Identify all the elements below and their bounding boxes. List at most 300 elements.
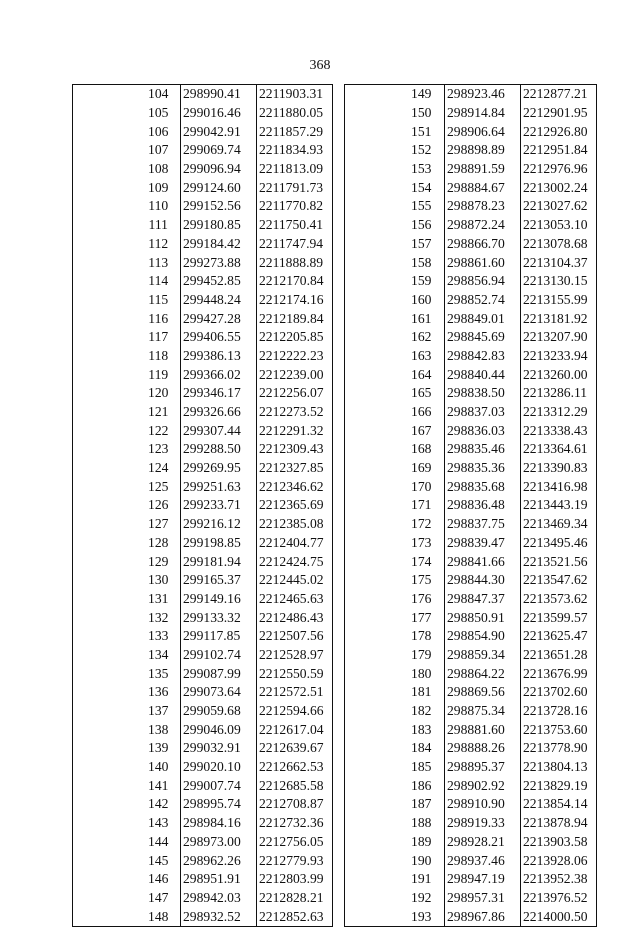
x-coordinate-cell: 298840.44 <box>445 365 521 384</box>
point-number-cell: 175 <box>411 572 432 588</box>
table-row <box>345 702 597 721</box>
table-row <box>73 739 333 758</box>
point-number-cell: 162 <box>411 329 432 345</box>
x-coordinate-cell: 298902.92 <box>445 776 521 795</box>
x-coordinate-cell: 298835.68 <box>445 477 521 496</box>
table-row <box>73 870 333 889</box>
x-coordinate-cell: 298839.47 <box>445 534 521 553</box>
y-coordinate-cell: 2212222.23 <box>257 347 333 366</box>
blank-cell <box>345 85 399 104</box>
y-coordinate-cell: 2212756.05 <box>257 833 333 852</box>
y-coordinate-cell: 2212803.99 <box>257 870 333 889</box>
point-number-cell: 173 <box>411 534 432 550</box>
point-number-cell: 161 <box>411 310 432 326</box>
blank-cell <box>73 515 137 534</box>
x-coordinate-cell: 299087.99 <box>181 664 257 683</box>
blank-cell <box>73 870 137 889</box>
blank-cell <box>73 253 137 272</box>
table-row <box>345 795 597 814</box>
y-coordinate-cell: 2213854.14 <box>521 795 597 814</box>
x-coordinate-cell: 298866.70 <box>445 235 521 254</box>
table-row <box>73 347 333 366</box>
blank-cell <box>345 216 399 235</box>
point-number-cell: 116 <box>148 310 169 326</box>
point-number-cell: 167 <box>411 422 432 438</box>
point-number-cell: 149 <box>411 86 432 102</box>
x-coordinate-cell: 298906.64 <box>445 122 521 141</box>
y-coordinate-cell: 2212205.85 <box>257 328 333 347</box>
point-number-cell: 115 <box>148 291 169 307</box>
y-coordinate-cell: 2213027.62 <box>521 197 597 216</box>
x-coordinate-cell: 298962.26 <box>181 851 257 870</box>
y-coordinate-cell: 2213286.11 <box>521 384 597 403</box>
blank-cell <box>73 122 137 141</box>
y-coordinate-cell: 2213878.94 <box>521 814 597 833</box>
table-row <box>73 496 333 515</box>
y-coordinate-cell: 2212465.63 <box>257 590 333 609</box>
y-coordinate-cell: 2212828.21 <box>257 889 333 908</box>
table-row <box>345 608 597 627</box>
x-coordinate-cell: 298837.75 <box>445 515 521 534</box>
table-row <box>73 889 333 908</box>
y-coordinate-cell: 2212594.66 <box>257 702 333 721</box>
point-number-cell: 155 <box>411 198 432 214</box>
table-row <box>345 160 597 179</box>
point-number-cell: 143 <box>148 815 169 831</box>
point-number-cell: 117 <box>148 329 169 345</box>
x-coordinate-cell: 298947.19 <box>445 870 521 889</box>
table-row <box>345 328 597 347</box>
blank-cell <box>345 702 399 721</box>
x-coordinate-cell: 299233.71 <box>181 496 257 515</box>
blank-cell <box>73 608 137 627</box>
y-coordinate-cell: 2212291.32 <box>257 421 333 440</box>
x-coordinate-cell: 298951.91 <box>181 870 257 889</box>
table-row <box>345 403 597 422</box>
point-number-cell: 151 <box>411 123 432 139</box>
blank-cell <box>345 403 399 422</box>
table-row <box>345 552 597 571</box>
blank-cell <box>345 776 399 795</box>
point-number-cell: 152 <box>411 142 432 158</box>
table-row <box>345 683 597 702</box>
point-number-cell: 132 <box>148 609 169 625</box>
y-coordinate-cell: 2213338.43 <box>521 421 597 440</box>
y-coordinate-cell: 2213078.68 <box>521 235 597 254</box>
table-row <box>73 440 333 459</box>
point-number-cell: 170 <box>411 478 432 494</box>
x-coordinate-cell: 299269.95 <box>181 459 257 478</box>
blank-cell <box>73 328 137 347</box>
y-coordinate-cell: 2211857.29 <box>257 122 333 141</box>
blank-cell <box>345 347 399 366</box>
y-coordinate-cell: 2213495.46 <box>521 534 597 553</box>
point-number-cell: 157 <box>411 235 432 251</box>
blank-cell <box>73 664 137 683</box>
blank-cell <box>345 889 399 908</box>
table-row <box>73 178 333 197</box>
blank-cell <box>73 459 137 478</box>
blank-cell <box>73 646 137 665</box>
x-coordinate-cell: 299102.74 <box>181 646 257 665</box>
table-row <box>73 197 333 216</box>
table-row <box>345 122 597 141</box>
x-coordinate-cell: 299326.66 <box>181 403 257 422</box>
y-coordinate-cell: 2213976.52 <box>521 889 597 908</box>
y-coordinate-cell: 2213728.16 <box>521 702 597 721</box>
y-coordinate-cell: 2212327.85 <box>257 459 333 478</box>
table-row <box>73 683 333 702</box>
y-coordinate-cell: 2212346.62 <box>257 477 333 496</box>
y-coordinate-cell: 2213260.00 <box>521 365 597 384</box>
x-coordinate-cell: 298836.48 <box>445 496 521 515</box>
table-row <box>73 235 333 254</box>
table-row <box>345 459 597 478</box>
blank-cell <box>345 552 399 571</box>
table-row <box>73 160 333 179</box>
blank-cell <box>73 833 137 852</box>
y-coordinate-cell: 2213753.60 <box>521 720 597 739</box>
y-coordinate-cell: 2212926.80 <box>521 122 597 141</box>
blank-cell <box>345 421 399 440</box>
y-coordinate-cell: 2212507.56 <box>257 627 333 646</box>
blank-cell <box>345 664 399 683</box>
point-number-cell: 125 <box>148 478 169 494</box>
point-number-cell: 135 <box>148 665 169 681</box>
point-number-cell: 166 <box>411 404 432 420</box>
x-coordinate-cell: 298923.46 <box>445 85 521 104</box>
y-coordinate-cell: 2212976.96 <box>521 160 597 179</box>
x-coordinate-cell: 299007.74 <box>181 776 257 795</box>
x-coordinate-cell: 298842.83 <box>445 347 521 366</box>
blank-cell <box>345 739 399 758</box>
x-coordinate-cell: 298845.69 <box>445 328 521 347</box>
blank-cell <box>73 814 137 833</box>
table-row <box>73 571 333 590</box>
x-coordinate-cell: 298852.74 <box>445 291 521 310</box>
point-number-cell: 181 <box>411 684 432 700</box>
y-coordinate-cell: 2212951.84 <box>521 141 597 160</box>
blank-cell <box>73 758 137 777</box>
point-number-cell: 186 <box>411 777 432 793</box>
table-row <box>345 590 597 609</box>
y-coordinate-cell: 2213443.19 <box>521 496 597 515</box>
blank-cell <box>73 160 137 179</box>
x-coordinate-cell: 299386.13 <box>181 347 257 366</box>
y-coordinate-cell: 2212550.59 <box>257 664 333 683</box>
x-coordinate-cell: 299184.42 <box>181 235 257 254</box>
y-coordinate-cell: 2211750.41 <box>257 216 333 235</box>
point-number-cell: 165 <box>411 385 432 401</box>
table-row <box>345 477 597 496</box>
x-coordinate-cell: 298864.22 <box>445 664 521 683</box>
y-coordinate-cell: 2211880.05 <box>257 104 333 123</box>
point-number-cell: 136 <box>148 684 169 700</box>
point-number-cell: 153 <box>411 161 432 177</box>
blank-cell <box>345 197 399 216</box>
blank-cell <box>73 627 137 646</box>
x-coordinate-cell: 299181.94 <box>181 552 257 571</box>
point-number-cell: 113 <box>148 254 169 270</box>
x-coordinate-cell: 298847.37 <box>445 590 521 609</box>
y-coordinate-cell: 2213702.60 <box>521 683 597 702</box>
table-row <box>73 702 333 721</box>
y-coordinate-cell: 2212404.77 <box>257 534 333 553</box>
blank-cell <box>345 795 399 814</box>
table-row <box>345 851 597 870</box>
table-row <box>345 440 597 459</box>
y-coordinate-cell: 2212572.51 <box>257 683 333 702</box>
x-coordinate-cell: 298888.26 <box>445 739 521 758</box>
point-number-cell: 174 <box>411 553 432 569</box>
point-number-cell: 169 <box>411 460 432 476</box>
y-coordinate-cell: 2212708.87 <box>257 795 333 814</box>
point-number-cell: 183 <box>411 721 432 737</box>
blank-cell <box>345 160 399 179</box>
point-number-cell: 178 <box>411 628 432 644</box>
blank-cell <box>73 104 137 123</box>
table-row <box>73 122 333 141</box>
blank-cell <box>73 571 137 590</box>
y-coordinate-cell: 2213130.15 <box>521 272 597 291</box>
table-row <box>345 627 597 646</box>
x-coordinate-cell: 299133.32 <box>181 608 257 627</box>
x-coordinate-cell: 299069.74 <box>181 141 257 160</box>
page-number: 368 <box>309 58 331 73</box>
table-row <box>73 851 333 870</box>
x-coordinate-cell: 298859.34 <box>445 646 521 665</box>
blank-cell <box>345 907 399 926</box>
table-row <box>73 795 333 814</box>
x-coordinate-cell: 298957.31 <box>445 889 521 908</box>
x-coordinate-cell: 299288.50 <box>181 440 257 459</box>
point-number-cell: 124 <box>148 460 169 476</box>
table-row <box>345 571 597 590</box>
x-coordinate-cell: 298869.56 <box>445 683 521 702</box>
x-coordinate-cell: 298942.03 <box>181 889 257 908</box>
y-coordinate-cell: 2212639.67 <box>257 739 333 758</box>
blank-cell <box>345 851 399 870</box>
point-number-cell: 150 <box>411 105 432 121</box>
blank-cell <box>73 552 137 571</box>
point-number-cell: 145 <box>148 852 169 868</box>
x-coordinate-cell: 298850.91 <box>445 608 521 627</box>
table-row <box>73 365 333 384</box>
table-row <box>345 178 597 197</box>
coordinate-table-left <box>72 84 333 927</box>
y-coordinate-cell: 2213521.56 <box>521 552 597 571</box>
table-row <box>345 758 597 777</box>
table-row <box>345 235 597 254</box>
table-row <box>73 646 333 665</box>
table-row <box>345 496 597 515</box>
table-row <box>345 216 597 235</box>
point-number-cell: 141 <box>148 777 169 793</box>
x-coordinate-cell: 298891.59 <box>445 160 521 179</box>
y-coordinate-cell: 2212901.95 <box>521 104 597 123</box>
table-row <box>73 552 333 571</box>
y-coordinate-cell: 2213233.94 <box>521 347 597 366</box>
y-coordinate-cell: 2213573.62 <box>521 590 597 609</box>
y-coordinate-cell: 2211813.09 <box>257 160 333 179</box>
table-row <box>73 384 333 403</box>
blank-cell <box>73 197 137 216</box>
blank-cell <box>345 608 399 627</box>
y-coordinate-cell: 2212239.00 <box>257 365 333 384</box>
point-number-cell: 106 <box>148 123 169 139</box>
blank-cell <box>73 683 137 702</box>
point-number-cell: 189 <box>411 833 432 849</box>
blank-cell <box>73 141 137 160</box>
blank-cell <box>73 702 137 721</box>
table-row <box>345 776 597 795</box>
point-number-cell: 177 <box>411 609 432 625</box>
table-row <box>73 253 333 272</box>
x-coordinate-cell: 299096.94 <box>181 160 257 179</box>
table-row <box>345 309 597 328</box>
y-coordinate-cell: 2212852.63 <box>257 907 333 926</box>
point-number-cell: 111 <box>148 217 168 233</box>
point-number-cell: 144 <box>148 833 169 849</box>
y-coordinate-cell: 2213625.47 <box>521 627 597 646</box>
x-coordinate-cell: 299020.10 <box>181 758 257 777</box>
blank-cell <box>73 347 137 366</box>
x-coordinate-cell: 298856.94 <box>445 272 521 291</box>
point-number-cell: 164 <box>411 366 432 382</box>
y-coordinate-cell: 2214000.50 <box>521 907 597 926</box>
x-coordinate-cell: 298937.46 <box>445 851 521 870</box>
blank-cell <box>345 758 399 777</box>
x-coordinate-cell: 299016.46 <box>181 104 257 123</box>
x-coordinate-cell: 299165.37 <box>181 571 257 590</box>
y-coordinate-cell: 2211747.94 <box>257 235 333 254</box>
table-row <box>73 421 333 440</box>
x-coordinate-cell: 299059.68 <box>181 702 257 721</box>
x-coordinate-cell: 298878.23 <box>445 197 521 216</box>
y-coordinate-cell: 2212170.84 <box>257 272 333 291</box>
x-coordinate-cell: 298919.33 <box>445 814 521 833</box>
x-coordinate-cell: 299251.63 <box>181 477 257 496</box>
y-coordinate-cell: 2212309.43 <box>257 440 333 459</box>
blank-cell <box>345 833 399 852</box>
table-row <box>73 141 333 160</box>
x-coordinate-cell: 298835.46 <box>445 440 521 459</box>
blank-cell <box>73 477 137 496</box>
point-number-cell: 192 <box>411 889 432 905</box>
x-coordinate-cell: 298914.84 <box>445 104 521 123</box>
table-row <box>345 664 597 683</box>
table-row <box>73 758 333 777</box>
point-number-cell: 158 <box>411 254 432 270</box>
y-coordinate-cell: 2212877.21 <box>521 85 597 104</box>
blank-cell <box>345 590 399 609</box>
x-coordinate-cell: 298837.03 <box>445 403 521 422</box>
blank-cell <box>73 403 137 422</box>
point-number-cell: 130 <box>148 572 169 588</box>
blank-cell <box>73 272 137 291</box>
table-row <box>345 272 597 291</box>
y-coordinate-cell: 2212685.58 <box>257 776 333 795</box>
point-number-cell: 184 <box>411 740 432 756</box>
blank-cell <box>345 291 399 310</box>
blank-cell <box>73 534 137 553</box>
blank-cell <box>73 739 137 758</box>
x-coordinate-cell: 298910.90 <box>445 795 521 814</box>
table-row <box>73 776 333 795</box>
table-row <box>345 534 597 553</box>
blank-cell <box>73 216 137 235</box>
table-row <box>73 907 333 926</box>
point-number-cell: 139 <box>148 740 169 756</box>
coordinate-table-right <box>344 84 597 927</box>
x-coordinate-cell: 299273.88 <box>181 253 257 272</box>
point-number-cell: 156 <box>411 217 432 233</box>
y-coordinate-cell: 2213155.99 <box>521 291 597 310</box>
table-row <box>345 814 597 833</box>
x-coordinate-cell: 299346.17 <box>181 384 257 403</box>
blank-cell <box>345 477 399 496</box>
table-row <box>345 253 597 272</box>
y-coordinate-cell: 2213053.10 <box>521 216 597 235</box>
point-number-cell: 171 <box>411 497 432 513</box>
x-coordinate-cell: 298995.74 <box>181 795 257 814</box>
point-number-cell: 160 <box>411 291 432 307</box>
y-coordinate-cell: 2213804.13 <box>521 758 597 777</box>
table-row <box>73 720 333 739</box>
table-row <box>73 459 333 478</box>
blank-cell <box>345 365 399 384</box>
x-coordinate-cell: 299427.28 <box>181 309 257 328</box>
table-row <box>345 85 597 104</box>
x-coordinate-cell: 298990.41 <box>181 85 257 104</box>
point-number-cell: 108 <box>148 161 169 177</box>
blank-cell <box>345 272 399 291</box>
table-row <box>345 421 597 440</box>
x-coordinate-cell: 299124.60 <box>181 178 257 197</box>
x-coordinate-cell: 299452.85 <box>181 272 257 291</box>
x-coordinate-cell: 298838.50 <box>445 384 521 403</box>
table-row <box>345 384 597 403</box>
blank-cell <box>73 851 137 870</box>
point-number-cell: 138 <box>148 721 169 737</box>
point-number-cell: 190 <box>411 852 432 868</box>
blank-cell <box>345 814 399 833</box>
x-coordinate-cell: 298861.60 <box>445 253 521 272</box>
y-coordinate-cell: 2213104.37 <box>521 253 597 272</box>
table-row <box>345 291 597 310</box>
y-coordinate-cell: 2212273.52 <box>257 403 333 422</box>
x-coordinate-cell: 299366.02 <box>181 365 257 384</box>
point-number-cell: 120 <box>148 385 169 401</box>
table-row <box>345 197 597 216</box>
y-coordinate-cell: 2211888.89 <box>257 253 333 272</box>
point-number-cell: 104 <box>148 86 169 102</box>
x-coordinate-cell: 298835.36 <box>445 459 521 478</box>
blank-cell <box>73 907 137 926</box>
x-coordinate-cell: 298881.60 <box>445 720 521 739</box>
blank-cell <box>73 291 137 310</box>
blank-cell <box>345 720 399 739</box>
blank-cell <box>73 365 137 384</box>
point-number-cell: 129 <box>148 553 169 569</box>
point-number-cell: 127 <box>148 516 169 532</box>
table-row <box>73 515 333 534</box>
blank-cell <box>345 440 399 459</box>
table-row <box>345 141 597 160</box>
point-number-cell: 107 <box>148 142 169 158</box>
point-number-cell: 172 <box>411 516 432 532</box>
point-number-cell: 119 <box>148 366 169 382</box>
